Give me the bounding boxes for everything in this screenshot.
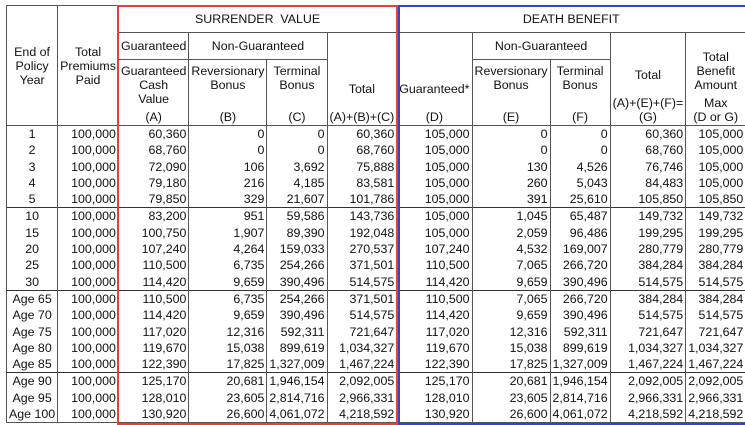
table-row [7, 142, 745, 158]
reversionary-bonus-sv-header [189, 60, 267, 126]
header-line: End of [14, 45, 50, 59]
header-line: Policy [16, 59, 49, 73]
policy-year-cell: 10 [7, 208, 58, 225]
db-reversionary-bonus-cell: 15,038 [472, 340, 550, 356]
db-guaranteed-cell: 114,420 [397, 274, 472, 291]
column-code: (F) [572, 110, 588, 124]
guaranteed-cash-value-cell: 114,420 [118, 307, 188, 323]
sv-terminal-bonus-cell: 159,033 [267, 241, 327, 257]
sv-reversionary-bonus-cell: 9,659 [189, 274, 267, 291]
db-total-cell: 60,360 [610, 126, 686, 143]
sv-terminal-bonus-cell: 21,607 [267, 191, 327, 208]
sv-reversionary-bonus-cell: 1,907 [189, 225, 267, 241]
db-guaranteed-cell: 105,000 [397, 175, 472, 191]
sv-total-cell: 514,575 [327, 307, 397, 323]
db-terminal-bonus-cell: 96,486 [550, 225, 610, 241]
total-premiums-paid-cell: 100,000 [58, 290, 119, 307]
policy-year-cell: Age 80 [7, 340, 58, 356]
db-terminal-bonus-cell: 169,007 [550, 241, 610, 257]
db-reversionary-bonus-cell: 4,532 [472, 241, 550, 257]
total-benefit-amount-cell: 1,467,224 [686, 356, 745, 373]
total-benefit-amount-cell: 105,000 [686, 159, 745, 175]
header-line: Amount [694, 78, 737, 92]
db-terminal-bonus-cell: 0 [550, 142, 610, 158]
db-terminal-bonus-cell: 390,496 [550, 307, 610, 323]
total-benefit-amount-cell: 199,295 [686, 225, 745, 241]
db-terminal-bonus-cell: 4,061,072 [550, 406, 610, 423]
db-guaranteed-cell: 105,000 [397, 159, 472, 175]
policy-year-cell: 4 [7, 175, 58, 191]
db-guaranteed-cell: 128,010 [397, 390, 472, 406]
total-premiums-paid-cell: 100,000 [58, 142, 119, 158]
db-guaranteed-cell: 105,000 [397, 208, 472, 225]
db-guaranteed-cell: 122,390 [397, 356, 472, 373]
sv-reversionary-bonus-cell: 6,735 [189, 290, 267, 307]
sv-reversionary-bonus-cell: 23,605 [189, 390, 267, 406]
db-guaranteed-cell: 110,500 [397, 290, 472, 307]
header-line: Total [349, 82, 375, 96]
guaranteed-cash-value-cell: 79,850 [118, 191, 188, 208]
sv-terminal-bonus-cell: 4,185 [267, 175, 327, 191]
sv-terminal-bonus-cell: 390,496 [267, 307, 327, 323]
header-line: Reversionary [191, 64, 264, 78]
db-total-cell: 384,284 [610, 290, 686, 307]
db-terminal-bonus-cell: 390,496 [550, 274, 610, 291]
total-benefit-amount-cell: 149,732 [686, 208, 745, 225]
terminal-bonus-db-header [550, 60, 610, 126]
max-label: Max [704, 96, 727, 110]
db-total-cell: 2,966,331 [610, 390, 686, 406]
total-benefit-amount-cell: 105,000 [686, 175, 745, 191]
db-total-cell: 84,483 [610, 175, 686, 191]
table-row [7, 373, 745, 390]
policy-year-cell: 30 [7, 274, 58, 291]
policy-year-cell: Age 95 [7, 390, 58, 406]
total-benefit-amount-cell: 514,575 [686, 274, 745, 291]
column-code: (E) [503, 110, 520, 124]
sv-reversionary-bonus-cell: 0 [189, 126, 267, 143]
db-terminal-bonus-cell: 0 [550, 126, 610, 143]
db-guaranteed-cell: 130,920 [397, 406, 472, 423]
total-premiums-paid-cell: 100,000 [58, 257, 119, 273]
sv-terminal-bonus-cell: 0 [267, 142, 327, 158]
total-benefit-amount-cell: 384,284 [686, 290, 745, 307]
sv-terminal-bonus-cell: 1,946,154 [267, 373, 327, 390]
total-sv-header [327, 33, 397, 126]
sv-reversionary-bonus-cell: 951 [189, 208, 267, 225]
db-reversionary-bonus-cell: 391 [472, 191, 550, 208]
guaranteed-cash-value-cell: 110,500 [118, 290, 188, 307]
guaranteed-cash-value-cell: 125,170 [118, 373, 188, 390]
table-row [7, 257, 745, 273]
sv-terminal-bonus-cell: 254,266 [267, 257, 327, 273]
sv-terminal-bonus-cell: 89,390 [267, 225, 327, 241]
total-premiums-paid-cell: 100,000 [58, 373, 119, 390]
db-guaranteed-cell: 110,500 [397, 257, 472, 273]
policy-year-cell: 15 [7, 225, 58, 241]
column-code: (C) [288, 110, 305, 124]
db-total-cell: 68,760 [610, 142, 686, 158]
header-line: Total [75, 45, 101, 59]
db-reversionary-bonus-cell: 0 [472, 126, 550, 143]
table-row [7, 225, 745, 241]
total-premiums-paid-cell: 100,000 [58, 208, 119, 225]
total-premiums-paid-cell: 100,000 [58, 241, 119, 257]
policy-year-cell: Age 70 [7, 307, 58, 323]
total-benefit-amount-cell: 2,966,331 [686, 390, 745, 406]
header-line: Bonus [563, 78, 598, 92]
sv-total-cell: 371,501 [327, 257, 397, 273]
total-benefit-amount-cell: 2,092,005 [686, 373, 745, 390]
sv-total-cell: 60,360 [327, 126, 397, 143]
db-reversionary-bonus-cell: 130 [472, 159, 550, 175]
column-code: (D) [426, 110, 443, 124]
total-benefit-amount-cell: 105,850 [686, 191, 745, 208]
header-line: Year [20, 73, 45, 87]
total-benefit-amount-cell: 4,218,592 [686, 406, 745, 423]
column-code: (D or G) [693, 110, 738, 124]
sv-reversionary-bonus-cell: 20,681 [189, 373, 267, 390]
table-row [7, 274, 745, 291]
sv-reversionary-bonus-cell: 26,600 [189, 406, 267, 423]
reversionary-bonus-db-header [472, 60, 550, 126]
guaranteed-cash-value-cell: 60,360 [118, 126, 188, 143]
db-reversionary-bonus-cell: 23,605 [472, 390, 550, 406]
policy-year-cell: 5 [7, 191, 58, 208]
column-code: (B) [220, 110, 237, 124]
table-row [7, 324, 745, 340]
guaranteed-cash-value-cell: 128,010 [118, 390, 188, 406]
sv-terminal-bonus-cell: 4,061,072 [267, 406, 327, 423]
sv-total-cell: 101,786 [327, 191, 397, 208]
header-line: Benefit [696, 64, 735, 78]
db-total-cell: 199,295 [610, 225, 686, 241]
sv-total-cell: 143,736 [327, 208, 397, 225]
death-benefit-header: DEATH BENEFIT [397, 6, 745, 33]
guaranteed-cash-value-cell: 110,500 [118, 257, 188, 273]
total-premiums-paid-cell: 100,000 [58, 274, 119, 291]
table-row [7, 191, 745, 208]
sv-terminal-bonus-cell: 254,266 [267, 290, 327, 307]
sv-reversionary-bonus-cell: 0 [189, 142, 267, 158]
header-line: Bonus [493, 78, 528, 92]
db-total-cell: 1,034,327 [610, 340, 686, 356]
db-guaranteed-cell: 117,020 [397, 324, 472, 340]
policy-year-cell: 2 [7, 142, 58, 158]
db-reversionary-bonus-cell: 260 [472, 175, 550, 191]
policy-year-cell: Age 75 [7, 324, 58, 340]
total-benefit-amount-cell: 280,779 [686, 241, 745, 257]
guaranteed-cash-value-cell: 130,920 [118, 406, 188, 423]
total-premiums-paid-cell: 100,000 [58, 126, 119, 143]
db-reversionary-bonus-cell: 7,065 [472, 257, 550, 273]
guaranteed-cash-value-cell: 72,090 [118, 159, 188, 175]
guaranteed-cash-value-cell: 83,200 [118, 208, 188, 225]
sv-reversionary-bonus-cell: 106 [189, 159, 267, 175]
db-terminal-bonus-cell: 4,526 [550, 159, 610, 175]
db-terminal-bonus-cell: 2,814,716 [550, 390, 610, 406]
db-guaranteed-cell: 125,170 [397, 373, 472, 390]
sv-reversionary-bonus-cell: 12,316 [189, 324, 267, 340]
header-line: Reversionary [475, 64, 548, 78]
sv-terminal-bonus-cell: 3,692 [267, 159, 327, 175]
db-terminal-bonus-cell: 899,619 [550, 340, 610, 356]
db-guaranteed-cell: 105,000 [397, 191, 472, 208]
db-terminal-bonus-cell: 1,946,154 [550, 373, 610, 390]
sv-total-cell: 371,501 [327, 290, 397, 307]
db-reversionary-bonus-cell: 20,681 [472, 373, 550, 390]
sv-reversionary-bonus-cell: 17,825 [189, 356, 267, 373]
db-guaranteed-cell: 105,000 [397, 126, 472, 143]
end-of-policy-year-header [7, 6, 58, 126]
header-line: Guaranteed* [399, 82, 469, 96]
sv-terminal-bonus-cell: 59,586 [267, 208, 327, 225]
header-line: Terminal [274, 64, 321, 78]
sv-total-cell: 514,575 [327, 274, 397, 291]
guaranteed-header: Guaranteed [118, 33, 188, 60]
guaranteed-db-header [397, 33, 472, 126]
guaranteed-cash-value-cell: 114,420 [118, 274, 188, 291]
surrender-value-header: SURRENDER VALUE [118, 6, 396, 33]
table-row [7, 340, 745, 356]
sv-total-cell: 83,581 [327, 175, 397, 191]
guaranteed-cash-value-header [118, 60, 188, 126]
db-total-cell: 149,732 [610, 208, 686, 225]
header-line: Total [703, 50, 729, 64]
db-reversionary-bonus-cell: 1,045 [472, 208, 550, 225]
non-guaranteed-db-header: Non-Guaranteed [472, 33, 610, 60]
table-row [7, 356, 745, 373]
benefit-table [6, 5, 745, 423]
guaranteed-cash-value-cell: 100,750 [118, 225, 188, 241]
sv-total-cell: 270,537 [327, 241, 397, 257]
db-guaranteed-cell: 119,670 [397, 340, 472, 356]
sv-terminal-bonus-cell: 0 [267, 126, 327, 143]
sv-reversionary-bonus-cell: 329 [189, 191, 267, 208]
row-group-age-65-85 [7, 290, 745, 372]
table-row [7, 126, 745, 143]
non-guaranteed-sv-header: Non-Guaranteed [189, 33, 327, 60]
sv-total-cell: 4,218,592 [327, 406, 397, 423]
db-reversionary-bonus-cell: 2,059 [472, 225, 550, 241]
sv-terminal-bonus-cell: 390,496 [267, 274, 327, 291]
db-reversionary-bonus-cell: 9,659 [472, 274, 550, 291]
db-terminal-bonus-cell: 592,311 [550, 324, 610, 340]
sv-total-cell: 1,467,224 [327, 356, 397, 373]
policy-year-cell: 1 [7, 126, 58, 143]
db-total-cell: 76,746 [610, 159, 686, 175]
db-total-cell: 1,467,224 [610, 356, 686, 373]
sv-reversionary-bonus-cell: 216 [189, 175, 267, 191]
table-row [7, 208, 745, 225]
db-terminal-bonus-cell: 65,487 [550, 208, 610, 225]
db-total-cell: 514,575 [610, 307, 686, 323]
total-premiums-paid-cell: 100,000 [58, 175, 119, 191]
policy-year-cell: Age 90 [7, 373, 58, 390]
total-premiums-paid-cell: 100,000 [58, 356, 119, 373]
sv-total-cell: 721,647 [327, 324, 397, 340]
table-row [7, 406, 745, 423]
db-reversionary-bonus-cell: 17,825 [472, 356, 550, 373]
total-premiums-paid-cell: 100,000 [58, 340, 119, 356]
header-line: Guaranteed [121, 64, 186, 78]
total-premiums-paid-cell: 100,000 [58, 390, 119, 406]
sv-reversionary-bonus-cell: 9,659 [189, 307, 267, 323]
db-total-cell: 384,284 [610, 257, 686, 273]
total-premiums-paid-cell: 100,000 [58, 191, 119, 208]
policy-year-cell: Age 65 [7, 290, 58, 307]
header-line: Value [138, 92, 169, 106]
table-header [7, 6, 745, 126]
sv-total-cell: 68,760 [327, 142, 397, 158]
table-row [7, 175, 745, 191]
total-premiums-paid-header [58, 6, 119, 126]
total-db-header [610, 33, 686, 126]
db-terminal-bonus-cell: 25,610 [550, 191, 610, 208]
policy-year-cell: Age 85 [7, 356, 58, 373]
sv-terminal-bonus-cell: 899,619 [267, 340, 327, 356]
db-guaranteed-cell: 114,420 [397, 307, 472, 323]
guaranteed-cash-value-cell: 79,180 [118, 175, 188, 191]
guaranteed-cash-value-cell: 122,390 [118, 356, 188, 373]
policy-year-cell: 20 [7, 241, 58, 257]
sv-total-cell: 75,888 [327, 159, 397, 175]
db-total-cell: 2,092,005 [610, 373, 686, 390]
sv-terminal-bonus-cell: 2,814,716 [267, 390, 327, 406]
sv-reversionary-bonus-cell: 4,264 [189, 241, 267, 257]
header-line: Cash [139, 78, 168, 92]
db-terminal-bonus-cell: 266,720 [550, 257, 610, 273]
total-benefit-amount-cell: 721,647 [686, 324, 745, 340]
header-line: Premiums [60, 59, 116, 73]
table-row [7, 290, 745, 307]
sv-terminal-bonus-cell: 592,311 [267, 324, 327, 340]
guaranteed-cash-value-cell: 117,020 [118, 324, 188, 340]
policy-year-cell: 25 [7, 257, 58, 273]
terminal-bonus-sv-header [267, 60, 327, 126]
header-line: Total [635, 68, 661, 82]
benefit-illustration [6, 5, 745, 423]
db-terminal-bonus-cell: 1,327,009 [550, 356, 610, 373]
db-total-cell: 280,779 [610, 241, 686, 257]
db-reversionary-bonus-cell: 0 [472, 142, 550, 158]
db-reversionary-bonus-cell: 26,600 [472, 406, 550, 423]
total-premiums-paid-cell: 100,000 [58, 406, 119, 423]
formula-text: (A)+(E)+(F)= [613, 96, 684, 110]
column-code: (G) [639, 110, 657, 124]
db-terminal-bonus-cell: 5,043 [550, 175, 610, 191]
db-total-cell: 105,850 [610, 191, 686, 208]
sv-reversionary-bonus-cell: 15,038 [189, 340, 267, 356]
table-row [7, 390, 745, 406]
header-line: Paid [76, 73, 101, 87]
total-benefit-amount-cell: 105,000 [686, 142, 745, 158]
guaranteed-cash-value-cell: 68,760 [118, 142, 188, 158]
total-benefit-amount-cell: 514,575 [686, 307, 745, 323]
policy-year-cell: 3 [7, 159, 58, 175]
total-benefit-amount-cell: 384,284 [686, 257, 745, 273]
db-reversionary-bonus-cell: 12,316 [472, 324, 550, 340]
db-total-cell: 4,218,592 [610, 406, 686, 423]
sv-terminal-bonus-cell: 1,327,009 [267, 356, 327, 373]
column-code: (A) [145, 110, 162, 124]
sv-total-cell: 2,092,005 [327, 373, 397, 390]
total-premiums-paid-cell: 100,000 [58, 307, 119, 323]
row-group-years-10-30 [7, 208, 745, 290]
header-line: Bonus [279, 78, 314, 92]
total-benefit-amount-cell: 105,000 [686, 126, 745, 143]
guaranteed-cash-value-cell: 107,240 [118, 241, 188, 257]
column-code: (A)+(B)+(C) [330, 110, 395, 124]
db-total-cell: 721,647 [610, 324, 686, 340]
total-benefit-amount-header [686, 33, 745, 126]
db-reversionary-bonus-cell: 7,065 [472, 290, 550, 307]
total-premiums-paid-cell: 100,000 [58, 324, 119, 340]
row-group-years-1-5 [7, 126, 745, 208]
db-guaranteed-cell: 105,000 [397, 142, 472, 158]
sv-total-cell: 192,048 [327, 225, 397, 241]
guaranteed-cash-value-cell: 119,670 [118, 340, 188, 356]
sv-total-cell: 1,034,327 [327, 340, 397, 356]
db-total-cell: 514,575 [610, 274, 686, 291]
total-premiums-paid-cell: 100,000 [58, 225, 119, 241]
db-guaranteed-cell: 107,240 [397, 241, 472, 257]
header-line: Terminal [557, 64, 604, 78]
db-guaranteed-cell: 105,000 [397, 225, 472, 241]
total-benefit-amount-cell: 1,034,327 [686, 340, 745, 356]
table-row [7, 159, 745, 175]
total-premiums-paid-cell: 100,000 [58, 159, 119, 175]
sv-total-cell: 2,966,331 [327, 390, 397, 406]
table-row [7, 307, 745, 323]
row-group-age-90-100 [7, 373, 745, 423]
policy-year-cell: Age 100 [7, 406, 58, 423]
sv-reversionary-bonus-cell: 6,735 [189, 257, 267, 273]
header-line: Bonus [210, 78, 245, 92]
table-row [7, 241, 745, 257]
db-reversionary-bonus-cell: 9,659 [472, 307, 550, 323]
db-terminal-bonus-cell: 266,720 [550, 290, 610, 307]
